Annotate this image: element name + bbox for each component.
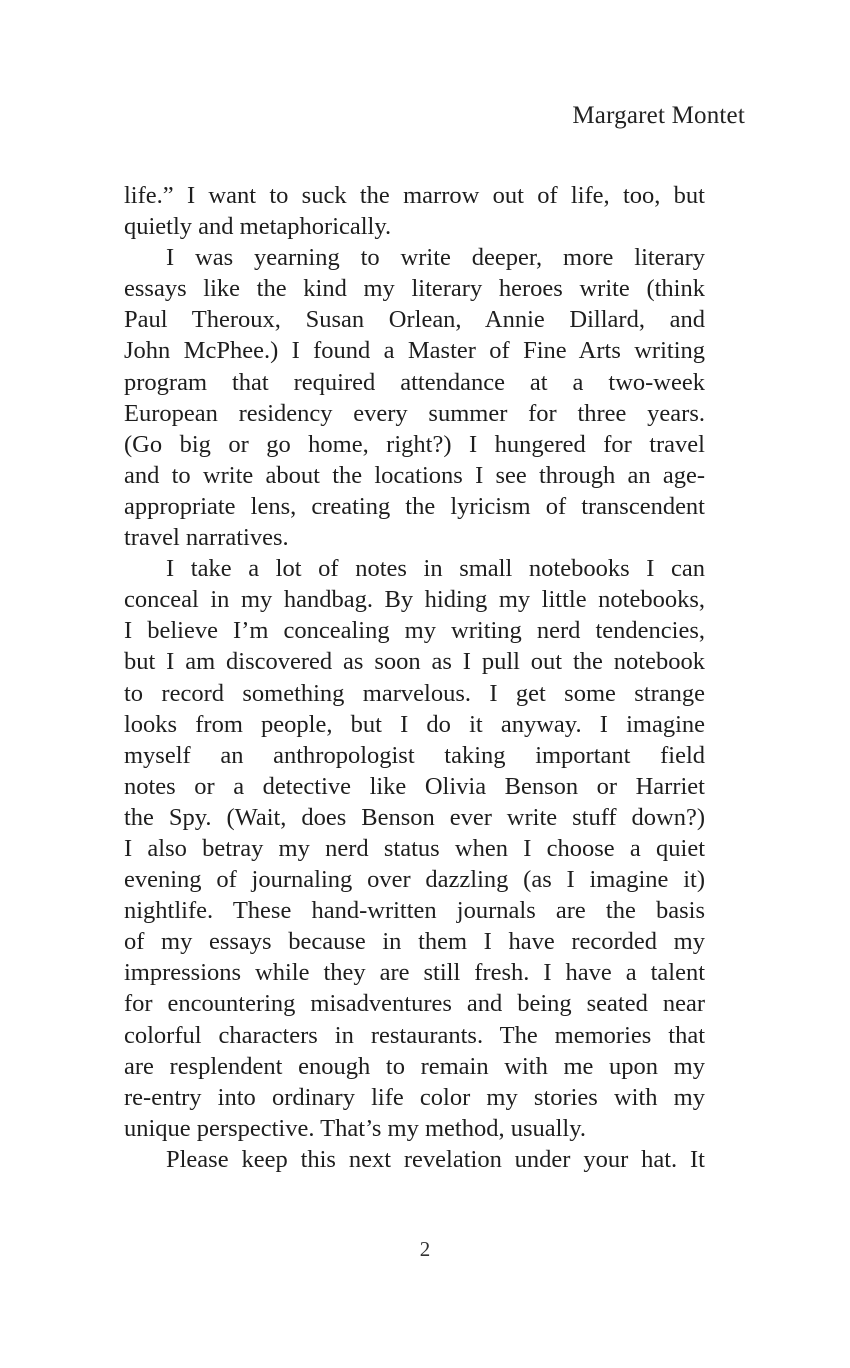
text-line: but I am discovered as soon as I pull out the notebook [124, 648, 705, 676]
text-line: of my essays because in them I have recorded my [124, 928, 705, 956]
page-number: 2 [419, 1237, 431, 1261]
text-line: are resplendent enough to remain with me upon my [124, 1052, 705, 1080]
text-line: I take a lot of notes in small notebooks I can [166, 555, 705, 583]
paragraph [124, 553, 705, 1144]
text-line: travel narratives. [124, 524, 289, 552]
paragraph [124, 1144, 705, 1175]
text-line: re-entry into ordinary life color my stories with my [124, 1083, 705, 1111]
text-line: Paul Theroux, Susan Orlean, Annie Dillard, and [124, 306, 705, 334]
text-line: and to write about the locations I see through an age- [124, 461, 705, 489]
text-line: European residency every summer for three years. [124, 399, 705, 427]
body-text [124, 180, 705, 1175]
text-line: program that required attendance at a two-week [124, 368, 705, 396]
running-header-author: Margaret Montet [572, 102, 745, 129]
text-line: unique perspective. That’s my method, usually. [124, 1114, 587, 1142]
paragraph [124, 242, 705, 553]
text-line: notes or a detective like Olivia Benson or Harriet [124, 772, 705, 800]
text-line: myself an anthropologist taking important field [124, 741, 705, 769]
text-line: the Spy. (Wait, does Benson ever write stuff down?) [124, 803, 705, 831]
text-line: evening of journaling over dazzling (as I imagine it) [124, 866, 705, 894]
text-line: (Go big or go home, right?) I hungered for travel [124, 430, 705, 458]
text-line: I was yearning to write deeper, more literary [166, 244, 705, 272]
text-line: essays like the kind my literary heroes write (think [124, 275, 705, 303]
text-line: nightlife. These hand-written journals are the basis [124, 897, 705, 925]
text-line: I believe I’m concealing my writing nerd tendencies, [124, 617, 705, 645]
text-line: I also betray my nerd status when I choose a quiet [124, 834, 705, 862]
text-line: for encountering misadventures and being seated near [124, 990, 705, 1018]
paragraph [124, 180, 705, 242]
text-line: conceal in my handbag. By hiding my little notebooks, [124, 586, 705, 614]
text-line: colorful characters in restaurants. The memories that [124, 1021, 705, 1049]
text-line: John McPhee.) I found a Master of Fine Arts writing [124, 337, 705, 365]
text-line: appropriate lens, creating the lyricism of transcendent [124, 492, 705, 520]
text-line: quietly and metaphorically. [124, 213, 392, 241]
text-line: life.” I want to suck the marrow out of life, too, but [124, 182, 705, 209]
text-line: looks from people, but I do it anyway. I imagine [124, 710, 705, 738]
text-line: impressions while they are still fresh. I have a talent [124, 959, 705, 987]
text-line: Please keep this next revelation under your hat. It [166, 1145, 705, 1173]
text-line: to record something marvelous. I get some strange [124, 679, 705, 707]
